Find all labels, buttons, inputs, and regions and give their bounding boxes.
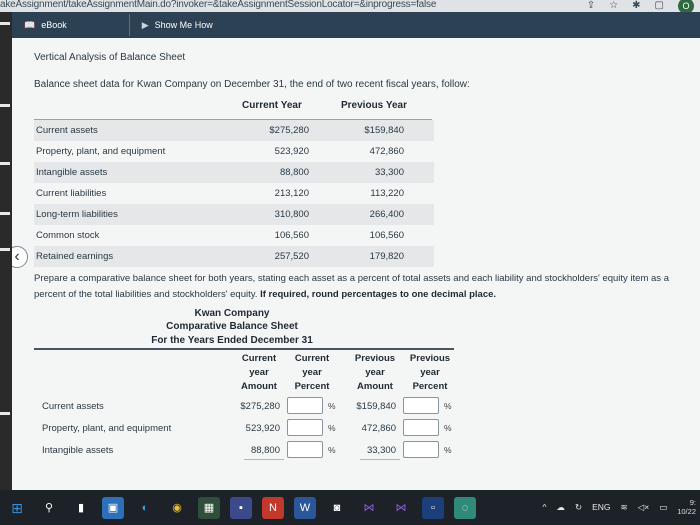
visual-studio-icon[interactable]: ⋈ (363, 501, 375, 514)
battery-icon[interactable]: ▭ (659, 501, 668, 512)
edge-tick (0, 104, 10, 107)
row-current: 310,800 (274, 209, 309, 220)
row-label: Property, plant, and equipment (42, 423, 172, 434)
current-percent-input[interactable] (287, 441, 323, 458)
table-row (34, 225, 434, 246)
previous-arrow-button[interactable]: ‹ (12, 246, 28, 268)
app-teal-icon[interactable]: ◌ (454, 497, 476, 519)
col-head-previous-amount (345, 352, 405, 394)
video-icon: ▶ (141, 19, 149, 30)
col-head-line: Current (294, 353, 330, 364)
col-head-line: Previous (409, 353, 451, 364)
row-previous: 472,860 (369, 146, 404, 157)
current-amount: 88,800 (250, 445, 280, 456)
windows-start-icon[interactable]: ⊞ (11, 499, 23, 516)
table-row (34, 204, 434, 225)
table-row (34, 162, 434, 183)
col-head-line: Amount (357, 381, 393, 392)
assignment-toolbar (12, 12, 700, 38)
page-title: Vertical Analysis of Balance Sheet (34, 52, 186, 63)
profile-avatar[interactable]: O (678, 0, 694, 12)
previous-amount: 33,300 (366, 445, 396, 456)
previous-amount: $159,840 (356, 401, 396, 412)
current-amount: 523,920 (245, 423, 280, 434)
window-icon[interactable]: ▢ (654, 0, 664, 11)
col-head-line: Previous (354, 353, 396, 364)
edge-tick (0, 22, 10, 25)
percent-sign: % (444, 401, 452, 411)
row-current: 213,120 (274, 188, 309, 199)
sync-icon[interactable]: ↻ (575, 501, 583, 512)
show-me-how-label: Show Me How (154, 20, 213, 30)
row-label: Long-term liabilities (36, 209, 118, 220)
browser-url-bar[interactable] (0, 0, 700, 12)
row-previous: 179,820 (369, 251, 404, 262)
header-previous-year: Previous Year (341, 100, 407, 111)
edge-icon[interactable]: ◐ (141, 501, 149, 514)
previous-amount: 472,860 (361, 423, 396, 434)
col-head-previous-percent (400, 352, 460, 394)
header-current-year: Current Year (242, 100, 302, 111)
previous-percent-input[interactable] (403, 419, 439, 436)
percent-sign: % (328, 401, 336, 411)
amount-underline (360, 459, 400, 460)
col-head-line: Percent (294, 381, 330, 392)
col-head-current-percent (282, 352, 342, 394)
row-current: 523,920 (274, 146, 309, 157)
col-head-current-amount (229, 352, 289, 394)
store-icon[interactable]: ▦ (198, 497, 220, 519)
row-label: Intangible assets (42, 445, 114, 456)
wifi-icon[interactable]: ≋ (620, 501, 628, 512)
row-previous: 33,300 (374, 167, 404, 178)
volume-icon[interactable]: ◁× (637, 501, 650, 512)
row-previous: 113,220 (370, 188, 404, 199)
statement-rule (34, 348, 454, 350)
col-head-line: year (249, 367, 269, 378)
col-head-line: year (365, 367, 385, 378)
col-head-line: year (420, 367, 440, 378)
row-label: Common stock (36, 230, 100, 241)
search-icon[interactable]: ⚲ (44, 501, 54, 514)
comparative-row (34, 417, 464, 439)
left-edge-strip (0, 12, 12, 492)
row-current: $275,280 (269, 125, 309, 136)
row-label: Current assets (42, 401, 104, 412)
ebook-button[interactable] (12, 12, 79, 38)
clock-time: 9: (689, 498, 696, 507)
edge-tick (0, 248, 10, 251)
url-text[interactable]: akeAssignment/takeAssignmentMain.do?invoker=&takeAssignmentSessionLocator=&inprogress=false (0, 0, 437, 10)
edge-tick (0, 212, 10, 215)
app-window-icon[interactable]: ▫ (422, 497, 444, 519)
row-previous: 266,400 (369, 209, 404, 220)
instructions-text: Prepare a comparative balance sheet for both years, stating each asset as a percent of total assets and each liability and stockholders' equity item as a percent of the total liabilities and stockholders' equity. (34, 273, 669, 300)
company-name: Kwan Company (194, 308, 270, 319)
book-icon: 📖 (24, 19, 36, 30)
star-icon[interactable]: ☆ (609, 0, 619, 11)
clock-date: 10/22 (677, 507, 696, 516)
comparative-row (34, 439, 464, 461)
language-indicator[interactable]: ENG (592, 502, 611, 512)
edge-tick (0, 162, 10, 165)
row-label: Retained earnings (36, 251, 114, 262)
assignment-content (12, 38, 700, 490)
extensions-icon[interactable]: ✱ (632, 0, 641, 11)
row-label: Current liabilities (36, 188, 107, 199)
table-row (34, 246, 434, 267)
table-row (34, 141, 434, 162)
col-head-line: Amount (241, 381, 277, 392)
col-head-line: Percent (412, 381, 448, 392)
current-percent-input[interactable] (287, 397, 323, 414)
chrome-icon[interactable]: ◉ (172, 501, 182, 514)
row-previous: $159,840 (364, 125, 404, 136)
comparative-row (34, 395, 464, 417)
camera-icon[interactable]: ◙ (333, 501, 341, 514)
percent-sign: % (444, 445, 452, 455)
previous-percent-input[interactable] (403, 397, 439, 414)
percent-sign: % (328, 423, 336, 433)
instructions (34, 271, 684, 303)
row-current: 88,800 (279, 167, 309, 178)
cloud-icon[interactable]: ☁ (556, 501, 565, 512)
ebook-label: eBook (41, 20, 67, 30)
current-amount: $275,280 (240, 401, 280, 412)
amount-underline (244, 459, 284, 460)
visual-studio-alt-icon[interactable]: ⋈ (395, 501, 407, 514)
intro-text: Balance sheet data for Kwan Company on December 31, the end of two recent fiscal years, follow: (34, 79, 470, 90)
table-row (34, 183, 434, 204)
statement-name: Comparative Balance Sheet (166, 321, 298, 332)
word-icon[interactable]: W (294, 497, 316, 519)
statement-period: For the Years Ended December 31 (151, 335, 313, 346)
row-label: Property, plant, and equipment (36, 146, 166, 157)
share-icon[interactable]: ⇪ (586, 0, 596, 11)
row-previous: 106,560 (369, 230, 404, 241)
windows-taskbar (0, 490, 700, 525)
current-percent-input[interactable] (287, 419, 323, 436)
app-icon[interactable]: ▪ (230, 497, 252, 519)
show-me-how-button[interactable] (130, 12, 225, 38)
table-row (34, 120, 434, 141)
onenote-icon[interactable]: N (262, 497, 284, 519)
col-head-line: Current (241, 353, 277, 364)
teams-icon[interactable]: ▣ (102, 497, 124, 519)
row-current: 257,520 (274, 251, 309, 262)
percent-sign: % (444, 423, 452, 433)
row-label: Current assets (36, 125, 98, 136)
previous-percent-input[interactable] (403, 441, 439, 458)
percent-sign: % (328, 445, 336, 455)
row-current: 106,560 (274, 230, 309, 241)
instructions-bold: If required, round percentages to one decimal place. (260, 289, 497, 300)
task-view-icon[interactable]: ▮ (77, 501, 85, 514)
edge-tick (0, 412, 10, 415)
clock[interactable] (677, 498, 696, 516)
row-label: Intangible assets (36, 167, 108, 178)
chevron-up-icon[interactable]: ^ (542, 502, 547, 512)
system-tray (543, 498, 697, 516)
col-head-line: year (302, 367, 322, 378)
